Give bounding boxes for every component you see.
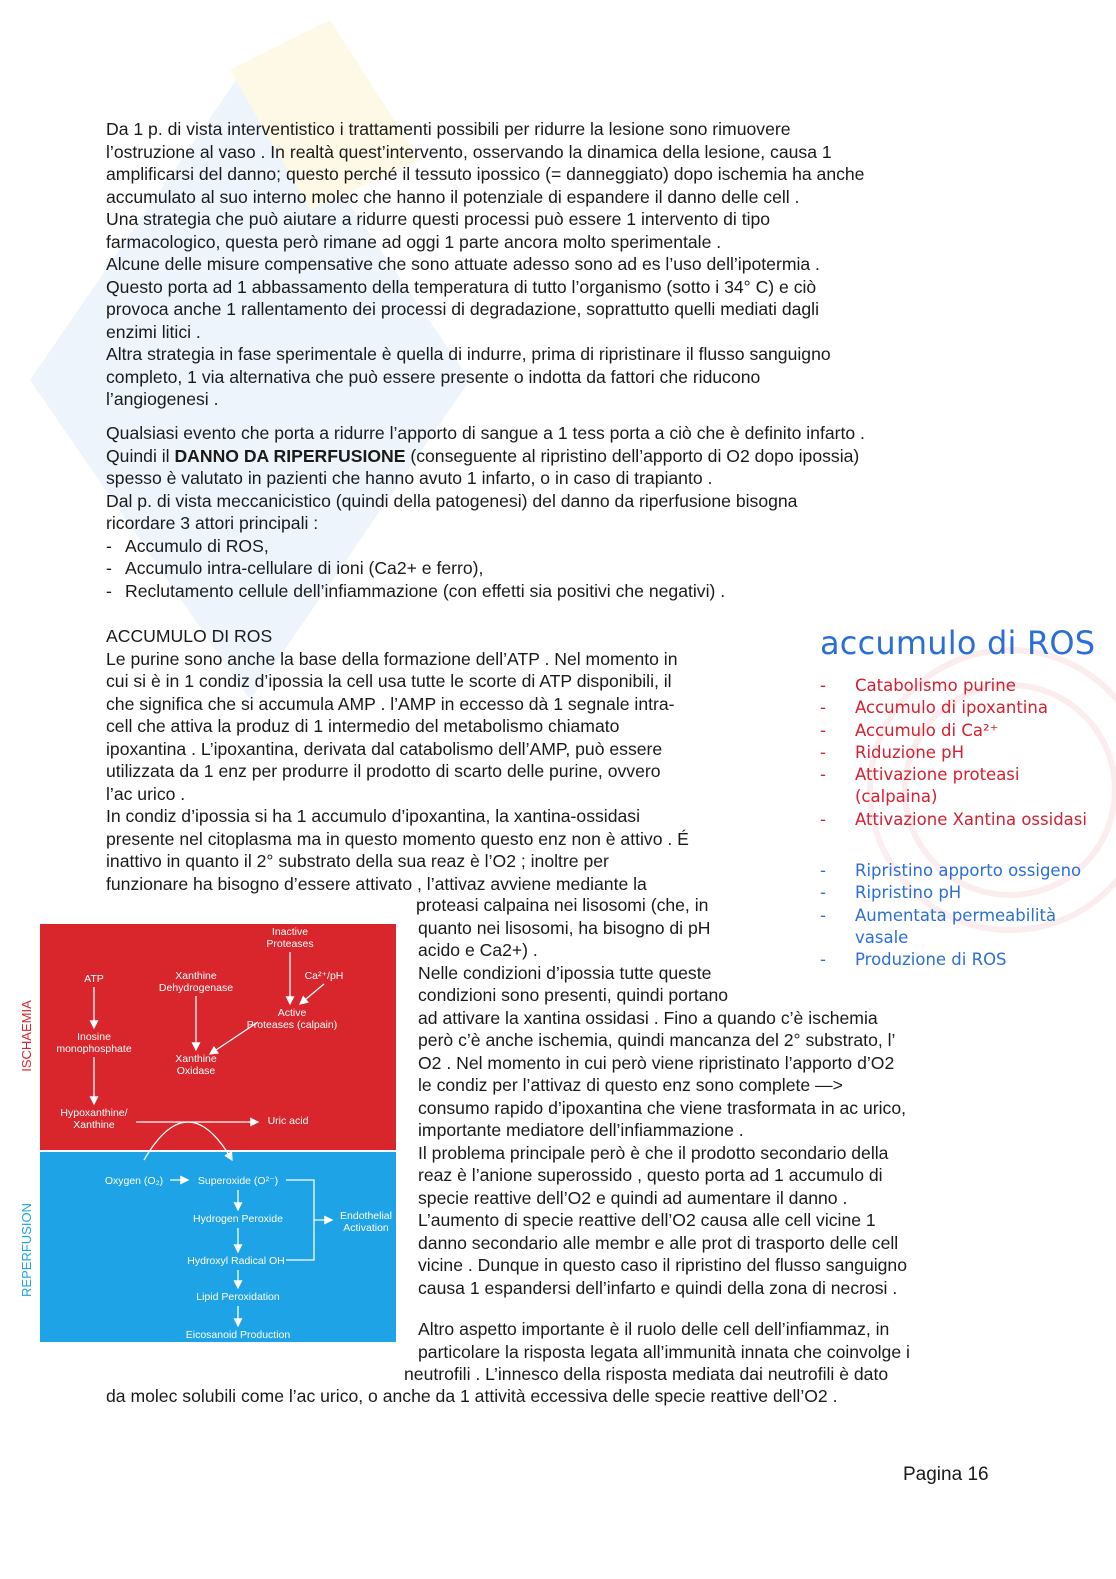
lipid-peroxidation-label: Lipid Peroxidation [196,1291,280,1303]
bullet-dash: - [106,558,112,578]
bold-term: DANNO DA RIPERFUSIONE [174,445,406,466]
text-line: Altra strategia in fase sperimentale è quella di indurre, prima di ripristinare il flusso sanguigno [106,344,831,364]
text-line: Qualsiasi evento che porta a ridurre l’apporto di sangue a 1 tess porta a ciò che è definito infarto . [106,423,865,443]
text-line: reaz è l’anione superossido , questo porta ad 1 accumulo di [418,1165,883,1185]
text-line: ricordare 3 attori principali : [106,513,319,533]
note-dash: - [820,676,826,695]
ischaemia-reperfusion-diagram [18,924,398,1344]
endothelial-activation-label: Endothelial [340,1210,392,1222]
note-text: Produzione di ROS [855,950,1007,970]
text-line: utilizzata da 1 enz per produrre il prodotto di scarto delle purine, ovvero [106,761,661,781]
text-line: le condiz per l’attivaz di questo enz sono complete —> [418,1075,843,1095]
ros-note-item [820,949,1081,971]
text-line: causa 1 espandersi dell’infarto e quindi della zona di necrosi . [418,1277,898,1298]
paragraph-interventions [106,118,1006,411]
text-line: l’ac urico . [106,783,186,804]
text-line: Alcune delle misure compensative che sono attuate adesso sono ad es l’uso dell’ipotermia . [106,254,820,274]
ros-note-item [820,809,1087,831]
hypoxanthine-label: Hypoxanthine/ [60,1107,128,1119]
text-line: funzionare ha bisogno d’essere attivato , l’attivaz avviene mediante la [106,873,647,894]
reperfusion-label: REPERFUSION [19,1203,34,1297]
imp-label: monophosphate [56,1043,132,1055]
text-line: Una strategia che può aiutare a ridurre questi processi può essere 1 intervento di tipo [106,209,771,229]
text-line: Le purine sono anche la base della formazione dell’ATP . Nel momento in [106,648,678,669]
note-dash: - [820,883,826,903]
endothelial-activation-label: Activation [343,1222,389,1234]
text-line: provoca anche 1 rallentamento dei processi di degradazione, soprattutto quelli mediati dagli [106,299,819,319]
paragraph-neutrophils [404,1318,910,1386]
inactive-proteases-label: Proteases [266,938,314,950]
bullet-dash: - [106,580,112,601]
text-line: Da 1 p. di vista interventistico i trattamenti possibili per ridurre la lesione sono rimuovere [106,119,791,139]
text-span: Quindi il [106,445,175,466]
text-line: completo, 1 via alternativa che può essere presente o indotta da fattori che riducono [106,366,761,387]
paragraph-neutrophils-last [106,1385,838,1408]
ros-note-item [820,697,1087,719]
list-item [106,580,1006,603]
text-line: O2 . Nel momento in cui però viene ripristinato l’apporto d’O2 [418,1052,895,1073]
eicosanoid-label: Eicosanoid Production [185,1329,291,1341]
note-text: Catabolismo purine [855,676,1016,695]
text-line: L’aumento di specie reattive dell’O2 causa alle cell vicine 1 [418,1210,876,1230]
text-line: neutrofili . L’innesco della risposta mediata dai neutrofili è dato [404,1364,889,1384]
xanthine-oxidase-label: Oxidase [176,1065,216,1077]
text-line: farmacologico, questa però rimane ad oggi 1 parte ancora molto sperimentale . [106,231,722,252]
text-line: da molec solubili come l’ac urico, o anche da 1 attività eccessiva delle specie reattive dell’O2 . [106,1386,838,1406]
ischaemia-label: ISCHAEMIA [19,1000,34,1072]
ros-note-item [820,882,1081,904]
hydroxyl-radical-label: Hydroxyl Radical OH [187,1255,285,1267]
text-line: Il problema principale però è che il prodotto secondario della [418,1142,889,1163]
hydrogen-peroxide-label: Hydrogen Peroxide [193,1213,283,1225]
text-line: che significa che si accumula AMP . l’AMP in eccesso dà 1 segnale intra- [106,693,675,714]
text-line: presente nel citoplasma ma in questo momento questo enz non è attivo . É [106,828,689,849]
ros-note-blue-list [820,860,1081,971]
text-line: inattivo in quanto il 2° substrato della sua reaz è l’O2 ; inoltre per [106,851,609,871]
note-text: Riduzione pH [855,742,965,762]
active-proteases-label: Proteases (calpain) [246,1019,338,1031]
page-number: Pagina 16 [903,1464,989,1485]
note-text: Ripristino apporto ossigeno [855,861,1082,880]
text-line: l’angiogenesi . [106,389,219,409]
list-item [106,557,1006,580]
text-line: ad attivare la xantina ossidasi . Fino a quando c’è ischemia [418,1007,878,1028]
xanthine-dehydrogenase-label: Dehydrogenase [158,982,234,994]
text-line: però c’è anche ischemia, quindi mancanza del 2° substrato, l’ [418,1030,896,1050]
text-line: cell che attiva la produz di 1 intermedio del metabolismo chiamato [106,716,620,736]
ros-note-item [820,927,1081,949]
note-dash: - [820,861,826,880]
text-line: cui si è in 1 condiz d’ipossia la cell usa tutte le scorte di ATP disponibili, il [106,671,672,691]
list-item-text: Accumulo intra-cellulare di ioni (Ca2+ e ferro), [125,558,484,578]
superoxide-label: Superoxide (O²⁻) [197,1175,279,1187]
ros-note-item [820,860,1081,882]
text-line [106,445,1006,468]
note-text: Ripristino pH [855,883,962,903]
note-text: Attivazione proteasi [855,765,1020,785]
text-span: (conseguente al ripristino dell’apporto di O2 dopo ipossia) [405,445,860,466]
text-line: In condiz d’ipossia si ha 1 accumulo d’ipoxantina, la xantina-ossidasi [106,806,640,826]
list-item-text: Accumulo di ROS, [125,535,269,556]
text-line: Altro aspetto importante è il ruolo delle cell dell’infiammaz, in [418,1319,890,1339]
text-line: enzimi litici . [106,321,201,342]
text-line: accumulato al suo interno molec che hanno il potenziale di espandere il danno delle cell . [106,186,800,207]
note-text: Accumulo di ipoxantina [855,698,1048,718]
ros-note-item [820,764,1087,786]
note-dash: - [820,742,826,762]
note-dash: - [820,765,826,785]
imp-label: Inosine [77,1031,111,1043]
inactive-proteases-label: Inactive [271,926,309,938]
text-line: Nelle condizioni d’ipossia tutte queste [418,962,712,983]
paragraph-ros [106,625,689,895]
note-spacer [820,927,855,949]
text-line: spesso è valutato in pazienti che hanno avuto 1 infarto, o in caso di trapianto . [106,468,713,488]
text-line: proteasi calpaina nei lisosomi (che, in [416,895,709,915]
note-dash: - [820,809,826,829]
note-spacer [820,786,855,808]
xanthine-oxidase-label: Xanthine [175,1053,217,1065]
section-heading: ACCUMULO DI ROS [106,626,273,646]
text-line: particolare la risposta legata all’immunità innata che coinvolge i [418,1341,910,1362]
text-line: acido e Ca2+) . [418,940,538,960]
ros-note-item [820,742,1087,764]
paragraph-reperfusion [106,422,1006,602]
text-line: Questo porta ad 1 abbassamento della temperatura di tutto l’organismo (sotto i 34° C) e ciò [106,276,817,297]
bullet-dash: - [106,535,112,556]
atp-label: ATP [84,973,104,985]
text-line: consumo rapido d’ipoxantina che viene trasformata in ac urico, [418,1097,907,1118]
list-item-text: Reclutamento cellule dell’infiammazione (con effetti sia positivi che negativi) . [125,580,726,601]
text-line: condizioni sono presenti, quindi portano [418,985,729,1005]
ros-note-title: accumulo di ROS [820,624,1096,662]
text-line: quanto nei lisosomi, ha bisogno di pH [418,917,711,938]
ros-note-item [820,720,1087,742]
hypoxanthine-label: Xanthine [73,1119,115,1131]
note-dash: - [820,950,826,970]
note-dash: - [820,698,826,718]
note-text: Attivazione Xantina ossidasi [855,809,1087,829]
ros-note-item [820,786,1087,808]
ros-note-item [820,905,1081,927]
ca-ph-label: Ca²⁺/pH [304,970,344,982]
note-dash: - [820,720,826,740]
text-line: specie reattive dell’O2 e quindi ad aumentare il danno . [418,1187,848,1208]
text-line: vicine . Dunque in questo caso il ripristino del flusso sanguigno [418,1255,907,1275]
text-line: amplificarsi del danno; questo perché il tessuto ipossico (= danneggiato) dopo ischemia ha anche [106,164,865,184]
ros-note-item [820,675,1087,697]
note-text: vasale [855,927,909,947]
text-line: ipoxantina . L’ipoxantina, derivata dal catabolismo dell’AMP, può essere [106,738,663,759]
text-line: danno secondario alle membr e alle prot di trasporto delle cell [418,1232,899,1253]
text-line: Dal p. di vista meccanicistico (quindi della patogenesi) del danno da riperfusione bisogna [106,490,798,511]
ros-note-red-list [820,675,1087,831]
active-proteases-label: Active [277,1007,307,1019]
uric-acid-label: Uric acid [267,1115,309,1127]
text-line: importante mediatore dell’infiammazione . [418,1120,744,1140]
note-text: Aumentata permeabilità [855,905,1057,925]
xanthine-dehydrogenase-label: Xanthine [175,970,217,982]
note-dash: - [820,905,826,925]
note-text: Accumulo di Ca²⁺ [855,720,999,740]
note-text: (calpaina) [855,787,938,807]
text-line: l’ostruzione al vaso . In realtà quest’intervento, osservando la dinamica della lesione, causa 1 [106,141,832,162]
list-item [106,535,1006,558]
oxygen-label: Oxygen (O₂) [104,1175,164,1187]
